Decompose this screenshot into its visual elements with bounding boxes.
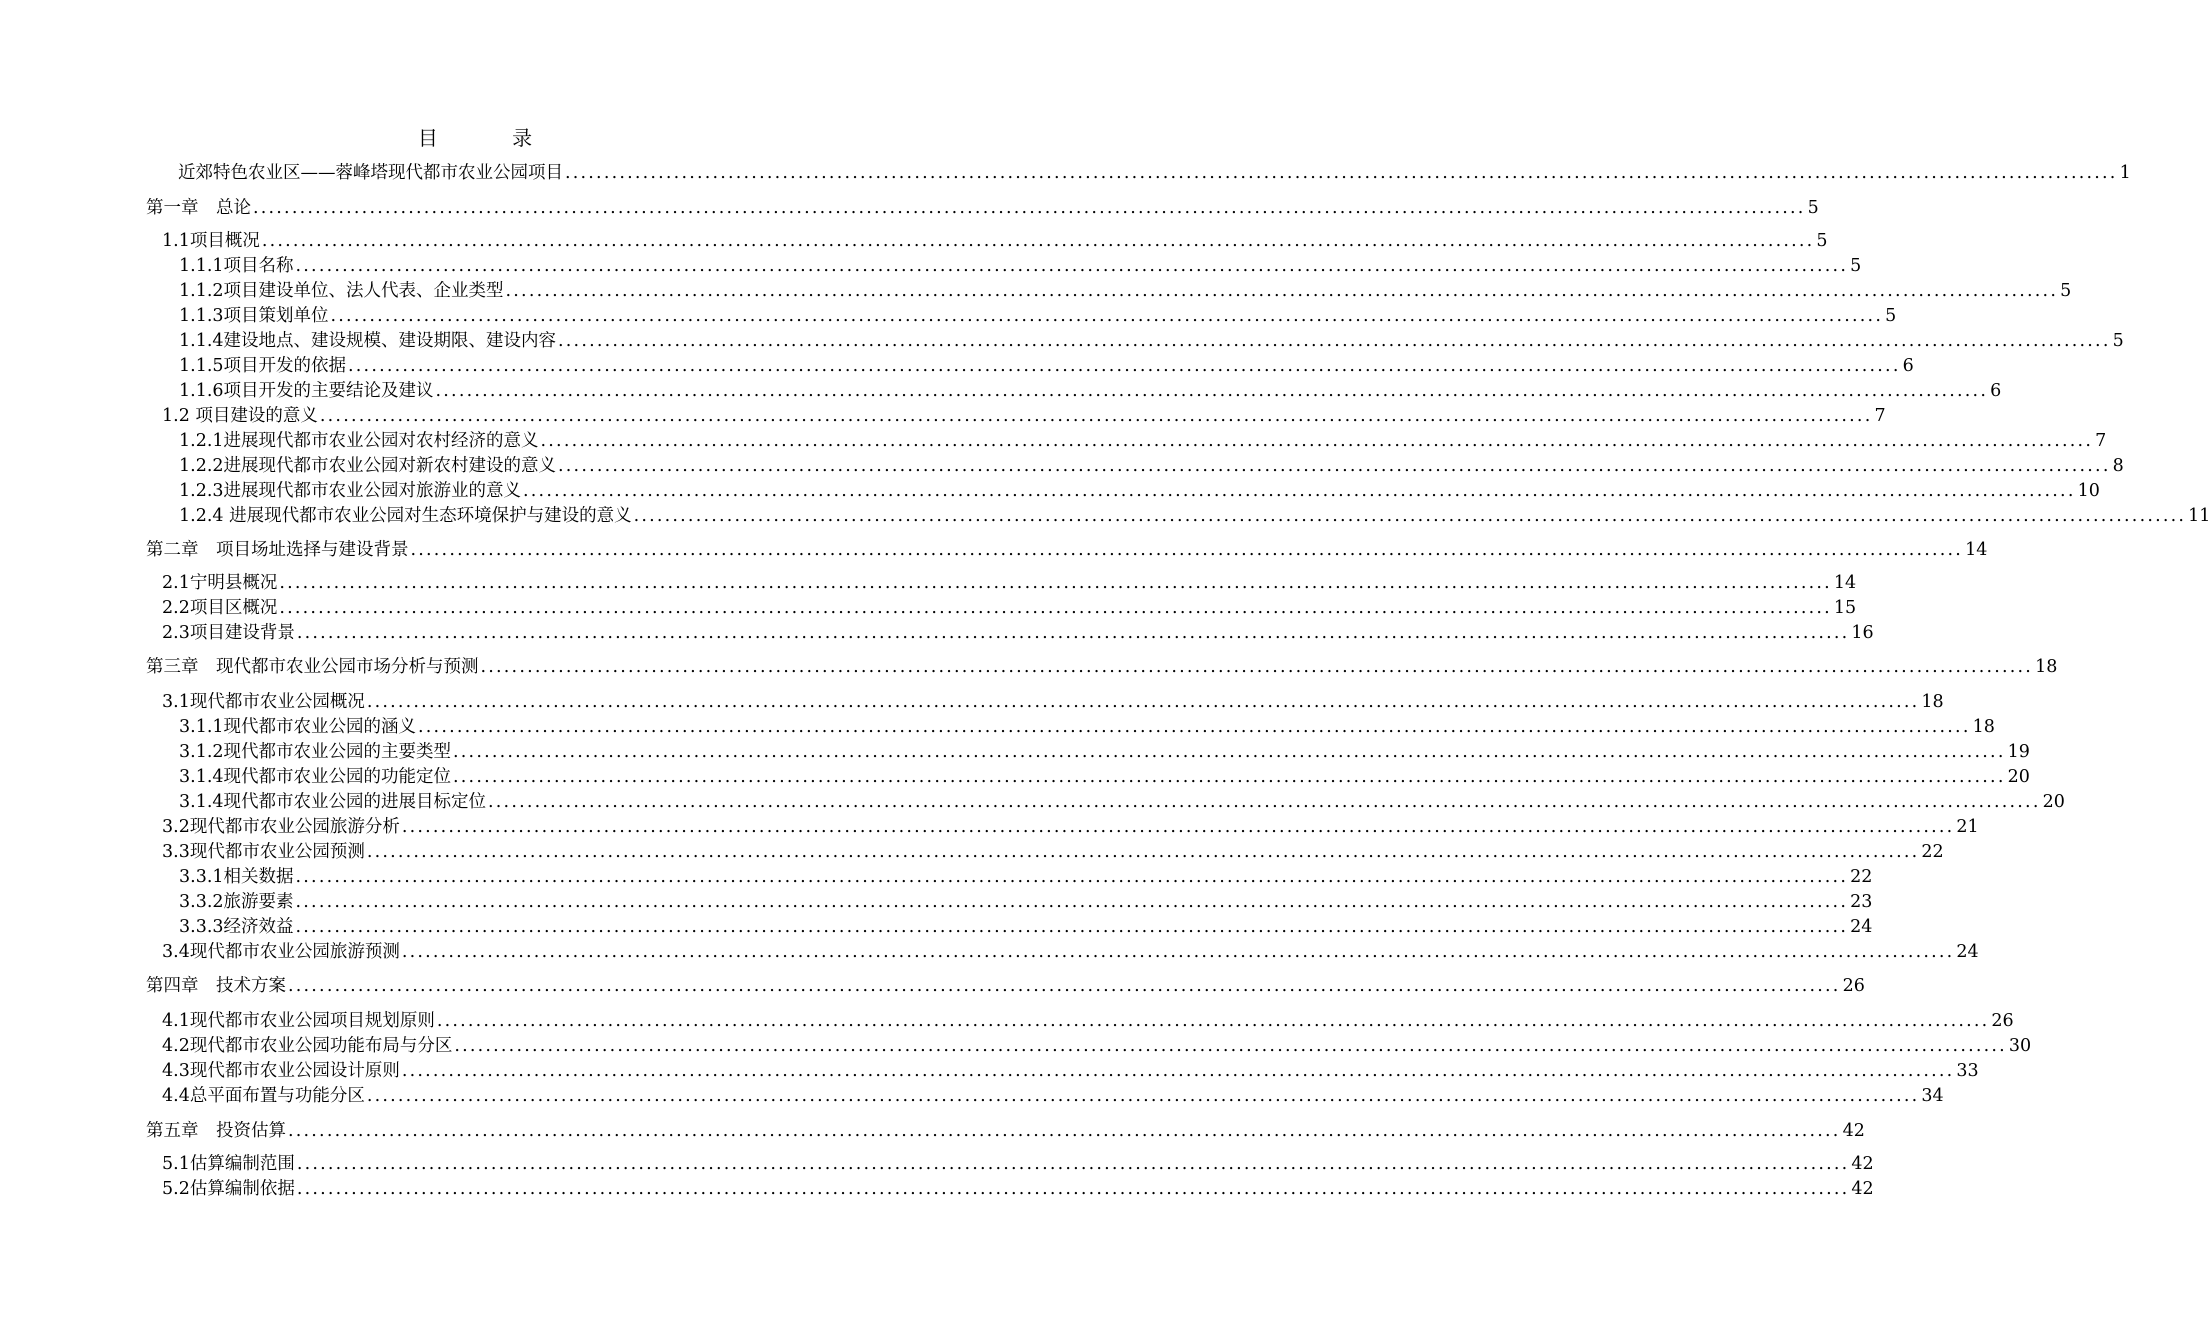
toc-entry-page: 5 bbox=[2112, 331, 2124, 351]
toc-entry-text: 1.2.3进展现代都市农业公园对旅游业的意义 bbox=[179, 481, 522, 501]
toc-entry-text: 3.1.2现代都市农业公园的主要类型 bbox=[179, 742, 452, 762]
toc-leader-dots: ........................................................................................................................................................................................................ bbox=[558, 456, 2111, 476]
toc-entry-page: 1 bbox=[2119, 163, 2131, 183]
toc-leader-dots: ........................................................................................................................................................................................................ bbox=[453, 742, 2006, 762]
toc-entry-text: 1.1.1项目名称 bbox=[179, 256, 294, 276]
toc-leader-dots: ........................................................................................................................................................................................................ bbox=[401, 817, 1955, 837]
toc-entry-page: 16 bbox=[1851, 623, 1874, 643]
toc-entry[interactable] bbox=[146, 975, 1865, 997]
toc-entry[interactable] bbox=[179, 255, 1862, 277]
toc-entry[interactable] bbox=[179, 766, 2030, 788]
toc-entry-page: 30 bbox=[2008, 1036, 2032, 1056]
toc-entry[interactable] bbox=[179, 505, 2210, 527]
toc-entry[interactable] bbox=[179, 866, 1873, 888]
toc-entry-page: 20 bbox=[2007, 767, 2030, 787]
toc-entry-text: 4.4总平面布置与功能分区 bbox=[162, 1086, 365, 1106]
toc-entry-page: 18 bbox=[2035, 657, 2058, 677]
toc-leader-dots: ........................................................................................................................................................................................................ bbox=[410, 540, 1964, 560]
toc-entry-page: 5 bbox=[1807, 198, 1819, 218]
toc-leader-dots: ........................................................................................................................................................................................................ bbox=[279, 598, 1832, 618]
toc-entry-page: 14 bbox=[1965, 540, 1988, 560]
toc-leader-dots: ........................................................................................................................................................................................................ bbox=[319, 406, 1873, 426]
toc-entry-page: 8 bbox=[2112, 456, 2124, 476]
toc-entry-text: 3.3.1相关数据 bbox=[179, 867, 294, 887]
toc-entry[interactable] bbox=[179, 741, 2030, 763]
toc-leader-dots: ........................................................................................................................................................................................................ bbox=[366, 1086, 1920, 1106]
toc-entry-page: 23 bbox=[1850, 892, 1873, 912]
toc-entry[interactable] bbox=[179, 916, 1873, 938]
toc-entry[interactable] bbox=[162, 1010, 2014, 1032]
toc-leader-dots: ........................................................................................................................................................................................................ bbox=[295, 867, 1849, 887]
toc-entry-page: 34 bbox=[1921, 1086, 1944, 1106]
toc-entry-page: 20 bbox=[2042, 792, 2065, 812]
toc-entry-page: 14 bbox=[1833, 573, 1857, 593]
toc-entry-page: 5 bbox=[1816, 231, 1828, 251]
toc-entry[interactable] bbox=[179, 791, 2065, 813]
toc-leader-dots: ........................................................................................................................................................................................................ bbox=[418, 717, 1971, 737]
toc-entry-page: 18 bbox=[1921, 692, 1944, 712]
toc-entry[interactable] bbox=[162, 405, 1886, 427]
toc-entry[interactable] bbox=[162, 230, 1828, 252]
toc-entry-page: 10 bbox=[2077, 481, 2100, 501]
toc-entry-page: 33 bbox=[1956, 1061, 1979, 1081]
toc-leader-dots: ........................................................................................................................................................................................................ bbox=[401, 1061, 1955, 1081]
toc-leader-dots: ........................................................................................................................................................................................................ bbox=[253, 198, 1806, 218]
toc-entry[interactable] bbox=[162, 1178, 1874, 1200]
toc-leader-dots: ........................................................................................................................................................................................................ bbox=[401, 942, 1955, 962]
toc-entry-text: 4.1现代都市农业公园项目规划原则 bbox=[162, 1011, 435, 1031]
toc-entry[interactable] bbox=[162, 1153, 1874, 1175]
toc-entry[interactable] bbox=[179, 380, 2002, 402]
toc-leader-dots: ........................................................................................................................................................................................................ bbox=[505, 281, 2059, 301]
toc-entry[interactable] bbox=[146, 539, 1988, 561]
toc-entry-text: 1.2.2进展现代都市农业公园对新农村建设的意义 bbox=[179, 456, 557, 476]
toc-entry[interactable] bbox=[146, 197, 1819, 219]
toc-leader-dots: ........................................................................................................................................................................................................ bbox=[296, 1179, 1850, 1199]
toc-leader-dots: ........................................................................................................................................................................................................ bbox=[366, 692, 1920, 712]
toc-entry-text: 1.1.6项目开发的主要结论及建议 bbox=[179, 381, 434, 401]
toc-entry-text: 第二章 项目场址选择与建设背景 bbox=[146, 540, 409, 560]
toc-entry-text: 2.1宁明县概况 bbox=[162, 573, 278, 593]
toc-entry-text: 3.1现代都市农业公园概况 bbox=[162, 692, 365, 712]
toc-entry-text: 3.3.3经济效益 bbox=[179, 917, 294, 937]
toc-entry-text: 3.1.4现代都市农业公园的进展目标定位 bbox=[179, 792, 487, 812]
toc-entry[interactable] bbox=[162, 816, 1979, 838]
toc-entry[interactable] bbox=[179, 355, 1914, 377]
toc-entry-page: 6 bbox=[1902, 356, 1914, 376]
toc-entry[interactable] bbox=[179, 280, 2072, 302]
toc-entry-text: 第四章 技术方案 bbox=[146, 976, 286, 996]
toc-entry[interactable] bbox=[146, 656, 2058, 678]
toc-entry[interactable] bbox=[179, 480, 2100, 502]
toc-entry[interactable] bbox=[162, 691, 1944, 713]
toc-entry[interactable] bbox=[179, 305, 1897, 327]
toc-leader-dots: ........................................................................................................................................................................................................ bbox=[288, 976, 1841, 996]
toc-entry[interactable] bbox=[162, 622, 1874, 644]
toc-leader-dots: ........................................................................................................................................................................................................ bbox=[480, 657, 2034, 677]
toc-entry-text: 1.1.2项目建设单位、法人代表、企业类型 bbox=[179, 281, 504, 301]
toc-entry[interactable] bbox=[162, 941, 1979, 963]
toc-entry-text: 1.1.3项目策划单位 bbox=[179, 306, 329, 326]
toc-leader-dots: ........................................................................................................................................................................................................ bbox=[295, 256, 1849, 276]
toc-leader-dots: ........................................................................................................................................................................................................ bbox=[295, 917, 1849, 937]
toc-leader-dots: ........................................................................................................................................................................................................ bbox=[435, 381, 1989, 401]
toc-leader-dots: ........................................................................................................................................................................................................ bbox=[366, 842, 1920, 862]
toc-entry[interactable] bbox=[162, 841, 1944, 863]
toc-leader-dots: ........................................................................................................................................................................................................ bbox=[488, 792, 2041, 812]
toc-entry-text: 3.3.2旅游要素 bbox=[179, 892, 294, 912]
toc-entry[interactable] bbox=[179, 891, 1873, 913]
toc-entry-text: 3.1.1现代都市农业公园的涵义 bbox=[179, 717, 417, 737]
toc-entry[interactable] bbox=[162, 572, 1857, 594]
toc-entry-text: 3.1.4现代都市农业公园的功能定位 bbox=[179, 767, 452, 787]
toc-leader-dots: ........................................................................................................................................................................................................ bbox=[565, 163, 2118, 183]
toc-entry-page: 24 bbox=[1956, 942, 1979, 962]
toc-entry-text: 5.1估算编制范围 bbox=[162, 1154, 295, 1174]
toc-entry-page: 42 bbox=[1851, 1179, 1874, 1199]
toc-entry-text: 1.2.1进展现代都市农业公园对农村经济的意义 bbox=[179, 431, 539, 451]
toc-entry-text: 2.3项目建设背景 bbox=[162, 623, 295, 643]
toc-leader-dots: ........................................................................................................................................................................................................ bbox=[558, 331, 2111, 351]
toc-entry-text: 第一章 总论 bbox=[146, 198, 251, 218]
toc-entry[interactable] bbox=[179, 430, 2107, 452]
toc-entry-page: 22 bbox=[1850, 867, 1873, 887]
toc-entry-text: 3.4现代都市农业公园旅游预测 bbox=[162, 942, 400, 962]
toc-entry-page: 11 bbox=[2188, 506, 2210, 526]
toc-entry-page: 19 bbox=[2007, 742, 2030, 762]
toc-entry-text: 1.1.5项目开发的依据 bbox=[179, 356, 347, 376]
toc-entry-text: 4.2现代都市农业公园功能布局与分区 bbox=[162, 1036, 453, 1056]
toc-entry-page: 5 bbox=[1850, 256, 1862, 276]
toc-leader-dots: ........................................................................................................................................................................................................ bbox=[523, 481, 2076, 501]
toc-entry-page: 24 bbox=[1850, 917, 1873, 937]
toc-entry-page: 15 bbox=[1833, 598, 1857, 618]
toc-leader-dots: ........................................................................................................................................................................................................ bbox=[296, 623, 1850, 643]
toc-entry-page: 18 bbox=[1972, 717, 1995, 737]
toc-entry-text: 4.3现代都市农业公园设计原则 bbox=[162, 1061, 400, 1081]
toc-entry-text: 1.1项目概况 bbox=[162, 231, 260, 251]
toc-entry[interactable] bbox=[162, 1060, 1979, 1082]
toc-leader-dots: ........................................................................................................................................................................................................ bbox=[330, 306, 1884, 326]
toc-entry-page: 22 bbox=[1921, 842, 1944, 862]
toc-entry-text: 第三章 现代都市农业公园市场分析与预测 bbox=[146, 657, 479, 677]
toc-entry[interactable] bbox=[179, 330, 2124, 352]
toc-leader-dots: ........................................................................................................................................................................................................ bbox=[633, 506, 2187, 526]
toc-entry[interactable] bbox=[179, 455, 2124, 477]
toc-leader-dots: ........................................................................................................................................................................................................ bbox=[453, 767, 2006, 787]
toc-leader-dots: ........................................................................................................................................................................................................ bbox=[261, 231, 1815, 251]
toc-entry-text: 近郊特色农业区——蓉峰塔现代都市农业公园项目 bbox=[178, 163, 563, 183]
toc-entry-text: 1.2.4 进展现代都市农业公园对生态环境保护与建设的意义 bbox=[179, 506, 632, 526]
toc-entry-text: 5.2估算编制依据 bbox=[162, 1179, 295, 1199]
toc-leader-dots: ........................................................................................................................................................................................................ bbox=[348, 356, 1901, 376]
toc-entry-page: 5 bbox=[2060, 281, 2072, 301]
toc-title: 目 录 bbox=[417, 126, 567, 150]
toc-entry-text: 3.3现代都市农业公园预测 bbox=[162, 842, 365, 862]
toc-entry-text: 2.2项目区概况 bbox=[162, 598, 278, 618]
toc-entry-page: 26 bbox=[1991, 1011, 2014, 1031]
toc-entry[interactable] bbox=[179, 716, 1995, 738]
toc-entry-page: 26 bbox=[1842, 976, 1865, 996]
toc-leader-dots: ........................................................................................................................................................................................................ bbox=[279, 573, 1832, 593]
toc-entry[interactable] bbox=[178, 162, 2131, 184]
toc-leader-dots: ........................................................................................................................................................................................................ bbox=[436, 1011, 1990, 1031]
toc-leader-dots: ........................................................................................................................................................................................................ bbox=[454, 1036, 2007, 1056]
toc-leader-dots: ........................................................................................................................................................................................................ bbox=[540, 431, 2094, 451]
toc-entry[interactable] bbox=[162, 1085, 1944, 1107]
toc-entry-page: 7 bbox=[2095, 431, 2107, 451]
toc-entry-page: 42 bbox=[1842, 1121, 1865, 1141]
toc-entry-page: 21 bbox=[1956, 817, 1979, 837]
toc-entry-text: 第五章 投资估算 bbox=[146, 1121, 286, 1141]
toc-entry-page: 7 bbox=[1874, 406, 1886, 426]
toc-entry[interactable] bbox=[162, 1035, 2032, 1057]
toc-entry-text: 1.2 项目建设的意义 bbox=[162, 406, 318, 426]
toc-leader-dots: ........................................................................................................................................................................................................ bbox=[295, 892, 1849, 912]
toc-entry-text: 3.2现代都市农业公园旅游分析 bbox=[162, 817, 400, 837]
toc-entry-page: 5 bbox=[1885, 306, 1897, 326]
toc-leader-dots: ........................................................................................................................................................................................................ bbox=[288, 1121, 1841, 1141]
toc-leader-dots: ........................................................................................................................................................................................................ bbox=[296, 1154, 1850, 1174]
toc-entry[interactable] bbox=[146, 1120, 1865, 1142]
toc-entry-text: 1.1.4建设地点、建设规模、建设期限、建设内容 bbox=[179, 331, 557, 351]
toc-entry-page: 6 bbox=[1990, 381, 2002, 401]
toc-entry-page: 42 bbox=[1851, 1154, 1874, 1174]
toc-entry[interactable] bbox=[162, 597, 1857, 619]
